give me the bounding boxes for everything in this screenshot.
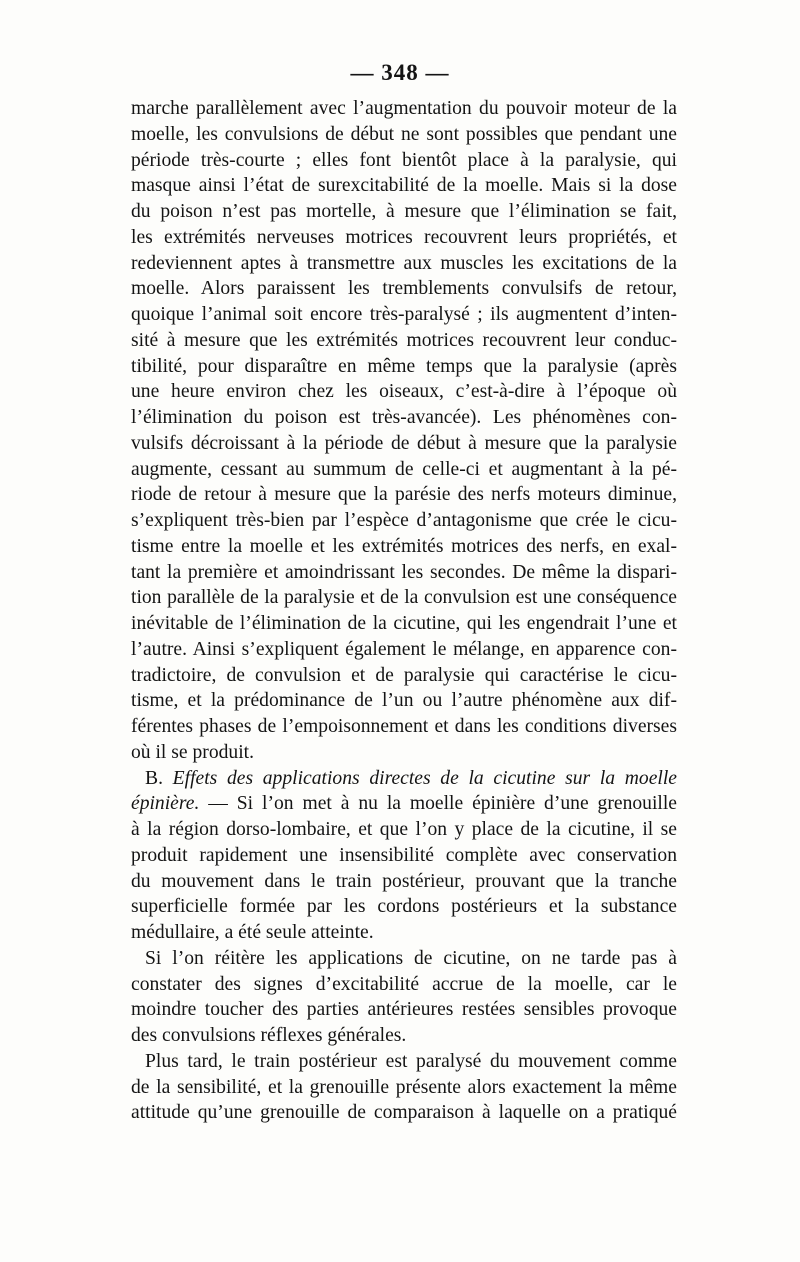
text-line: tibilité, pour disparaître en même temps que la paralysie (après — [131, 355, 677, 377]
text-line: l’autre. Ainsi s’expliquent également le mélange, en apparence con- — [131, 638, 677, 660]
paragraph-4 — [131, 1049, 677, 1126]
text-line: produit rapidement une insensibilité complète avec conservation — [131, 844, 677, 866]
text-line: moelle. Alors paraissent les tremblements convulsifs de retour, — [131, 278, 677, 300]
text-line: médullaire, a été seule atteinte. — [131, 922, 374, 943]
body-text — [131, 96, 677, 1126]
section-text-start: — Si l’on met à nu la moelle épinière d’une grenouille — [199, 793, 677, 815]
text-line: férentes phases de l’empoisonnement et dans les conditions diverses — [131, 716, 677, 737]
text-line: vulsifs décroissant à la période de début à mesure que la paralysie — [131, 432, 677, 454]
page-number: — 348 — — [350, 60, 450, 85]
text-line: moindre toucher des parties antérieures restées sensibles provoque — [131, 999, 677, 1021]
text-line: attitude qu’une grenouille de comparaison à laquelle on a pratiqué — [131, 1102, 677, 1124]
text-line: où il se produit. — [131, 741, 254, 763]
text-line: sité à mesure que les extrémités motrices recouvrent leur conduc- — [131, 329, 677, 351]
text-line: marche parallèlement avec l’augmentation du pouvoir moteur de la — [131, 98, 677, 119]
text-line: du mouvement dans le train postérieur, prouvant que la tranche — [131, 870, 677, 892]
text-line: tradictoire, de convulsion et de paralysie qui caractérise le cicu- — [131, 664, 677, 686]
text-line: s’expliquent très-bien par l’espèce d’antagonisme que crée le cicu- — [131, 510, 677, 531]
text-line: du poison n’est pas mortelle, à mesure que l’élimination se fait, — [131, 201, 677, 222]
text-line: Plus tard, le train postérieur est paralysé du mouvement comme — [145, 1050, 677, 1072]
text-line: riode de retour à mesure que la parésie des nerfs moteurs diminue, — [131, 484, 677, 506]
text-line: quoique l’animal soit encore très-paralysé ; ils augmentent d’inten- — [131, 304, 677, 325]
text-line: tant la première et amoindrissant les secondes. De même la dispari- — [131, 561, 677, 583]
text-line: Si l’on réitère les applications de cicutine, on ne tarde pas à — [145, 947, 677, 969]
text-line: inévitable de l’élimination de la cicutine, qui les engendrait l’une et — [131, 613, 677, 634]
text-line: à la région dorso-lombaire, et que l’on y place de la cicutine, il se — [131, 819, 677, 840]
text-line: tisme entre la moelle et les extrémités motrices des nerfs, en exal- — [131, 535, 677, 557]
text-line: une heure environ chez les oiseaux, c’est-à-dire à l’époque où — [131, 381, 677, 403]
text-line: période très-courte ; elles font bientôt place à la paralysie, qui — [131, 149, 677, 171]
section-heading-italic: Effets des applications directes de la cicutine sur la moelle — [172, 767, 677, 789]
paragraph-section-b — [131, 766, 677, 946]
text-line: tisme, et la prédominance de l’un ou l’autre phénomène aux dif- — [131, 690, 677, 712]
section-label: B. — [145, 767, 163, 789]
text-line: des convulsions réflexes générales. — [131, 1025, 407, 1046]
text-line: superficielle formée par les cordons postérieurs et la substance — [131, 896, 677, 918]
text-line: les extrémités nerveuses motrices recouvrent leurs propriétés, et — [131, 226, 677, 248]
text-line: l’élimination du poison est très-avancée). Les phénomènes con- — [131, 407, 677, 428]
text-line: constater des signes d’excitabilité accrue de la moelle, car le — [131, 973, 677, 995]
section-heading-italic-end: épinière. — [131, 793, 200, 815]
text-line: tion parallèle de la paralysie et de la convulsion est une conséquence — [131, 587, 677, 609]
section-heading-line — [131, 766, 677, 792]
paragraph-1 — [131, 96, 677, 766]
text-line: augmente, cessant au summum de celle-ci et augmentant à la pé- — [131, 458, 677, 480]
text-line: de la sensibilité, et la grenouille présente alors exactement la même — [131, 1076, 677, 1098]
text-line: masque ainsi l’état de surexcitabilité de la moelle. Mais si la dose — [131, 175, 677, 197]
text-line — [131, 791, 677, 817]
text-line: redeviennent aptes à transmettre aux muscles les excitations de la — [131, 252, 677, 274]
text-line: moelle, les convulsions de début ne sont possibles que pendant une — [131, 123, 677, 145]
paragraph-3 — [131, 946, 677, 1049]
